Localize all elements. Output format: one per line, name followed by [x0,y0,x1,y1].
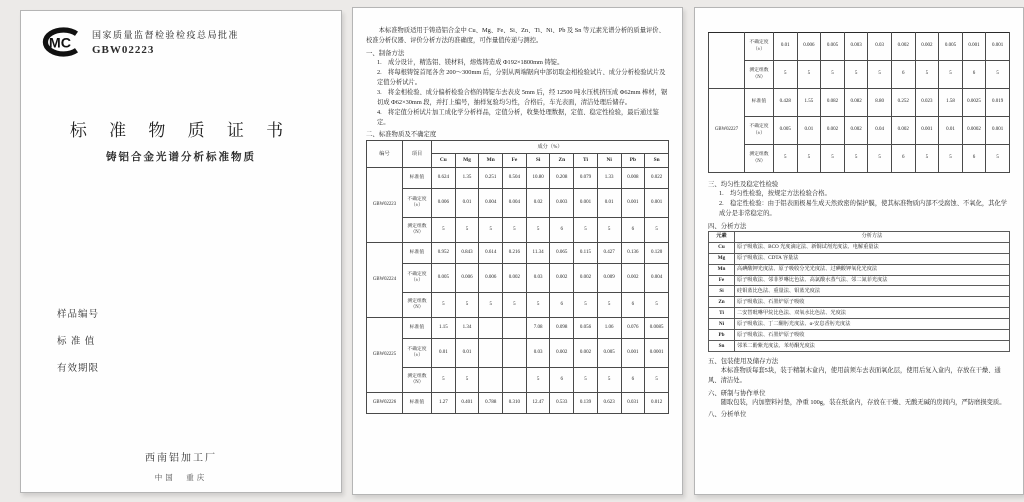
value-cell: 0.843 [455,243,479,264]
table-row [709,89,1010,117]
element-symbol: Pb [621,154,645,168]
value-cell: 0.006 [455,264,479,293]
value-cell: 5 [432,218,456,243]
storage-paragraph: 本标准物质每套5块，装于精制木盒内，使用前须车去表面氧化层，使用后复入盒内，存放在干燥、通风、清洁处。 [708,367,1001,384]
table-row [709,117,1010,145]
value-cell [503,368,527,393]
element-symbol: Sn [645,154,669,168]
method-description-cell: 高碘酸钾光度法、原子吸收分光光度法、过碘酸钾氧化光度法 [735,264,1010,275]
value-cell: 0.310 [503,393,527,414]
cmc-logo-icon [37,27,83,62]
standard-value-label: 标 准 值 [57,337,96,347]
value-cell: 5 [868,145,892,173]
value-cell: 0.005 [939,33,963,61]
value-cell: 0.002 [891,117,915,145]
methods-header-row [709,231,1010,242]
method-row [709,297,1010,308]
value-cell: 0.022 [645,168,669,189]
value-cell: 6 [621,293,645,318]
value-cell: 5 [939,145,963,173]
value-cell: 0.019 [986,89,1010,117]
element-symbol: Cu [432,154,456,168]
value-cell: 0.0085 [645,318,669,339]
value-cell: 1.33 [597,168,621,189]
value-cell: 5 [574,293,598,318]
certificate-cover-page [20,10,342,493]
table-row [367,168,669,189]
value-cell: 5 [821,61,845,89]
value-cell: 5 [774,145,798,173]
methods-header-method: 分析方法 [735,231,1010,242]
value-cell: 0.002 [821,117,845,145]
packaging-paragraph: 随取包装，内加塑料衬垫，净重 100g，装在纸盒内，存放在干燥、无酸无碱的房间内，严防磨损变质。 [720,398,1006,406]
value-cell: 0.428 [774,89,798,117]
value-cell: 5 [503,218,527,243]
value-cell [479,318,503,339]
value-cell: 0.006 [479,264,503,293]
method-description-cell: 二安替吡啉甲烷比色法、双氧水比色法、光度法 [735,308,1010,319]
issuing-factory: 西南铝加工厂 [145,453,217,464]
value-cell: 0.504 [503,168,527,189]
sample-id-cell: GBW02223 [367,168,403,243]
approval-block [92,27,239,56]
validity-label: 有效期限 [57,364,100,374]
value-cell: 0.002 [574,339,598,368]
value-cell: 0.952 [432,243,456,264]
value-cell: 0.005 [597,339,621,368]
value-cell: 0.0002 [962,117,986,145]
table-row [709,145,1010,173]
value-cell: 0.001 [645,189,669,218]
table-row [367,339,669,368]
method-description-cell: 原子吸收法、邻菲罗啉比色法、高氯酸水蒸气法、邻二氮菲光度法 [735,275,1010,286]
value-cell: 5 [597,218,621,243]
row-label-cell: 标准值 [403,318,432,339]
certificate-subtitle: 铸铝合金光谱分析标准物质 [106,152,256,163]
method-row [709,341,1010,352]
value-cell: 0.012 [645,393,669,414]
method-description-cell: 原子吸收法、丁二酮肟光度法、α-安息香肟光度法 [735,319,1010,330]
value-cell: 0.01 [432,339,456,368]
method-element-cell: Pb [709,330,735,341]
value-cell: 0.002 [574,264,598,293]
sample-id-cell: GBW02224 [367,243,403,318]
row-label-cell: 测定组数（N） [403,218,432,243]
certificate-page-3 [694,7,1024,495]
row-label-cell: 测定组数（N） [403,293,432,318]
value-cell: 5 [774,61,798,89]
value-cell: 0.006 [797,33,821,61]
method-description-cell: 原子吸收法、CDTA 容量法 [735,253,1010,264]
value-cell: 0.04 [868,117,892,145]
section-3-title: 三、均匀性及稳定性检验 [708,181,779,188]
value-cell: 0.002 [621,264,645,293]
value-cell: 5 [432,293,456,318]
row-label-cell: 不确定度（±） [403,189,432,218]
value-cell: 1.35 [455,168,479,189]
method-description-cell: 原子吸收法、石墨炉原子吸收 [735,330,1010,341]
table-row [709,61,1010,89]
value-cell: 0.023 [915,89,939,117]
value-cell: 12.47 [526,393,550,414]
value-cell: 0.082 [844,89,868,117]
row-label-cell: 测定组数（N） [403,368,432,393]
svg-text:MC: MC [48,35,72,52]
value-cell: 0.005 [774,117,798,145]
section-4-title: 四、分析方法 [708,222,747,230]
header-row [37,27,239,62]
value-cell: 0.01 [597,189,621,218]
value-cell: 5 [455,368,479,393]
method-element-cell: Si [709,286,735,297]
stability-item: 1. 均匀性检验，按规定方法检验合格。 [719,190,831,197]
value-cell: 0.03 [526,264,550,293]
value-cell: 0.004 [645,264,669,293]
value-cell: 0.139 [574,393,598,414]
value-cell: 5 [986,145,1010,173]
value-cell: 0.136 [621,243,645,264]
value-cell [503,339,527,368]
row-label-cell: 标准值 [403,393,432,414]
value-cell [479,339,503,368]
value-cell: 0.01 [797,117,821,145]
row-label-cell: 不确定度（±） [403,264,432,293]
header-id-col: 编号 [367,141,403,168]
value-cell: 1.55 [797,89,821,117]
certificate-title: 标 准 物 质 证 书 [69,121,293,140]
table-row [367,293,669,318]
value-cell: 5 [821,145,845,173]
value-cell: 5 [526,293,550,318]
value-cell: 0.01 [455,189,479,218]
method-element-cell: Mg [709,253,735,264]
value-cell: 0.098 [550,318,574,339]
row-label-cell: 不确定度（±） [745,117,774,145]
method-description-cell: 邻苯二酚紫光度法、苯芴酮光度法 [735,341,1010,352]
certificate-page-2 [352,7,683,495]
value-cell: 1.06 [597,318,621,339]
row-label-cell: 不确定度（±） [403,339,432,368]
value-cell: 0.002 [891,33,915,61]
analysis-methods-table [708,231,1010,352]
value-cell: 5 [645,293,669,318]
value-cell: 5 [915,61,939,89]
value-cell: 0.008 [621,168,645,189]
value-cell: 5 [455,218,479,243]
value-cell: 0.115 [574,243,598,264]
table-row [367,393,669,414]
method-row [709,319,1010,330]
value-cell: 0.003 [550,189,574,218]
method-element-cell: Mn [709,264,735,275]
value-cell: 11.34 [526,243,550,264]
value-cell: 0.002 [503,264,527,293]
section-2-title: 二、标准物质及不确定度 [366,131,437,139]
element-symbol: Si [526,154,550,168]
preparation-step: 1. 成分设计，精选铝、镁材料，熔炼铸造成 Φ192×1800mm 铸锭。 [377,58,564,66]
value-cell: 0.001 [915,117,939,145]
table-row [367,218,669,243]
sample-id-cell: GBW02225 [367,318,403,393]
element-symbol: Mg [455,154,479,168]
value-cell: 0.252 [891,89,915,117]
value-cell: 5 [455,293,479,318]
value-cell: 5 [597,293,621,318]
intro-paragraph: 本标准物质适用于铸造铝合金中 Cu、Mg、Fe、Si、Zn、Ti、Ni、Pb 及 Sn 等元素光谱分析的质量评价、校准分析仪器、评价分析方法的准确度，可作量值传递与测控。 [366,27,665,44]
method-row [709,286,1010,297]
preparation-step: 3. 将金相检验、成分偏析检验合格的铸锭车去表皮 5mm 后，经 12500 吨水压机挤压成 Φ62mm 棒材，锯切成 Φ62×30mm 段，并打上编号，抽样复验均匀性，合格后，车光表面，清洁处理后储存。 [377,88,668,106]
value-cell: 6 [550,218,574,243]
method-element-cell: Zn [709,297,735,308]
sample-id-cell: GBW02226 [367,393,403,414]
value-cell: 0.001 [986,117,1010,145]
table-row [367,264,669,293]
header-item-col: 项目 [403,141,432,168]
value-cell: 0.788 [479,393,503,414]
value-cell: 5 [432,368,456,393]
value-cell: 0.02 [526,189,550,218]
value-cell: 0.0025 [962,89,986,117]
value-cell: 0.216 [503,243,527,264]
value-cell: 7.08 [526,318,550,339]
certificate-code: GBW02223 [92,44,155,56]
value-cell: 0.0001 [645,339,669,368]
method-element-cell: Ni [709,319,735,330]
method-description-cell: 硅钼蓝比色法、重量法、钼蓝光度法 [735,286,1010,297]
value-cell: 10.80 [526,168,550,189]
value-cell: 0.076 [621,318,645,339]
sample-number-label: 样品编号 [57,310,100,320]
method-element-cell: Cu [709,242,735,253]
value-cell: 1.58 [939,89,963,117]
value-cell: 0.208 [550,168,574,189]
value-cell: 0.079 [574,168,598,189]
value-cell: 6 [550,293,574,318]
value-cell: 5 [939,61,963,89]
value-cell: 5 [986,61,1010,89]
section-8-title: 八、分析单位 [708,411,747,419]
table-row [367,189,669,218]
element-symbol: Zn [550,154,574,168]
value-cell: 0.002 [844,117,868,145]
methods-header-element: 元素 [709,231,735,242]
preparation-method-list [366,58,669,128]
value-cell: 5 [526,368,550,393]
value-cell: 0.002 [550,339,574,368]
value-cell: 5 [479,293,503,318]
sample-id-cell [709,33,745,89]
element-symbol: Ti [574,154,598,168]
method-row [709,264,1010,275]
value-cell: 5 [526,218,550,243]
method-element-cell: Ti [709,308,735,319]
stability-item: 2. 稳定性检验：由于铝表面极易生成天然致密的保护膜，使其标准物质内部不受腐蚀、不氧化，其化学成分是非常稳定的。 [719,200,1008,217]
approval-authority-text: 国家质量监督检验检疫总局批准 [92,30,240,40]
value-cell: 0.624 [432,168,456,189]
section-6-title: 六、研制与协作单位 [708,389,766,397]
preparation-step: 4. 将定值分析试片加工成化学分析样品，定值分析，收集处理数据，定值、稳定性检验，最后通过鉴定。 [377,108,659,126]
method-row [709,242,1010,253]
method-description-cell: 原子吸收法、石墨炉原子吸收 [735,297,1010,308]
value-cell: 0.005 [821,33,845,61]
value-cell: 0.001 [621,189,645,218]
value-cell: 5 [645,368,669,393]
table-row [367,318,669,339]
value-cell [503,318,527,339]
value-cell: 5 [574,218,598,243]
method-element-cell: Sn [709,341,735,352]
row-label-cell: 标准值 [745,89,774,117]
value-cell: 5 [915,145,939,173]
value-cell: 6 [621,368,645,393]
value-cell: 6 [891,61,915,89]
value-cell: 0.005 [432,264,456,293]
value-cell: 0.001 [986,33,1010,61]
method-row [709,308,1010,319]
value-cell: 0.623 [597,393,621,414]
table-row [709,33,1010,61]
element-symbol: Mn [479,154,503,168]
element-symbol: Ni [597,154,621,168]
value-cell: 5 [574,368,598,393]
value-cell: 0.003 [844,33,868,61]
composition-table-continued [708,32,1010,173]
value-cell [479,368,503,393]
value-cell: 5 [868,61,892,89]
value-cell: 0.004 [479,189,503,218]
value-cell: 5 [645,218,669,243]
method-description-cell: 原子吸收法、BCO 光度滴定法、新铜试剂光度法、电解重量法 [735,242,1010,253]
table-header-row [367,141,669,154]
value-cell: 6 [550,368,574,393]
value-cell: 0.001 [574,189,598,218]
value-cell: 6 [621,218,645,243]
value-cell: 1.15 [432,318,456,339]
row-label-cell: 标准值 [403,168,432,189]
value-cell: 5 [844,61,868,89]
row-label-cell: 测定组数（N） [745,145,774,173]
value-cell: 0.01 [774,33,798,61]
value-cell: 0.401 [455,393,479,414]
row-label-cell: 不确定度（±） [745,33,774,61]
value-cell: 6 [962,145,986,173]
sample-id-cell: GBW02227 [709,89,745,173]
section-5-title: 五、包装使用及储存方法 [708,358,779,366]
method-row [709,330,1010,341]
value-cell: 0.056 [574,318,598,339]
value-cell: 5 [844,145,868,173]
value-cell: 0.006 [432,189,456,218]
composition-table [366,140,669,414]
method-element-cell: Fe [709,275,735,286]
value-cell: 1.27 [432,393,456,414]
value-cell: 5 [597,368,621,393]
preparation-step: 2. 将每根铸锭首尾各舍 200～300mm 后，分别从两端锯向中部切取金相检验试片、成分分析检验试片及定值分析试片。 [377,68,666,86]
value-cell: 0.03 [868,33,892,61]
value-cell: 0.120 [645,243,669,264]
value-cell: 0.01 [939,117,963,145]
value-cell: 0.533 [550,393,574,414]
value-cell: 5 [797,145,821,173]
value-cell: 0.614 [479,243,503,264]
header-composition-col: 成分（%） [432,141,669,154]
value-cell: 0.002 [915,33,939,61]
value-cell: 8.80 [868,89,892,117]
value-cell: 0.427 [597,243,621,264]
value-cell: 0.001 [621,339,645,368]
factory-location: 中国 重庆 [154,473,208,482]
value-cell: 0.251 [479,168,503,189]
row-label-cell: 标准值 [403,243,432,264]
value-cell: 6 [891,145,915,173]
stability-list [708,189,1010,219]
value-cell: 5 [503,293,527,318]
table-row [367,243,669,264]
value-cell: 0.031 [621,393,645,414]
value-cell: 0.004 [503,189,527,218]
value-cell: 0.03 [526,339,550,368]
value-cell: 5 [479,218,503,243]
table-row [367,368,669,393]
method-row [709,275,1010,286]
value-cell: 1.34 [455,318,479,339]
value-cell: 0.082 [821,89,845,117]
row-label-cell: 测定组数（N） [745,61,774,89]
value-cell: 0.002 [550,264,574,293]
cover-fields [57,306,99,387]
value-cell: 6 [962,61,986,89]
value-cell: 0.001 [962,33,986,61]
value-cell: 0.065 [550,243,574,264]
method-row [709,253,1010,264]
element-symbol: Fe [503,154,527,168]
section-1-title: 一、制备方法 [366,49,405,57]
value-cell: 0.009 [597,264,621,293]
value-cell: 0.01 [455,339,479,368]
value-cell: 5 [797,61,821,89]
